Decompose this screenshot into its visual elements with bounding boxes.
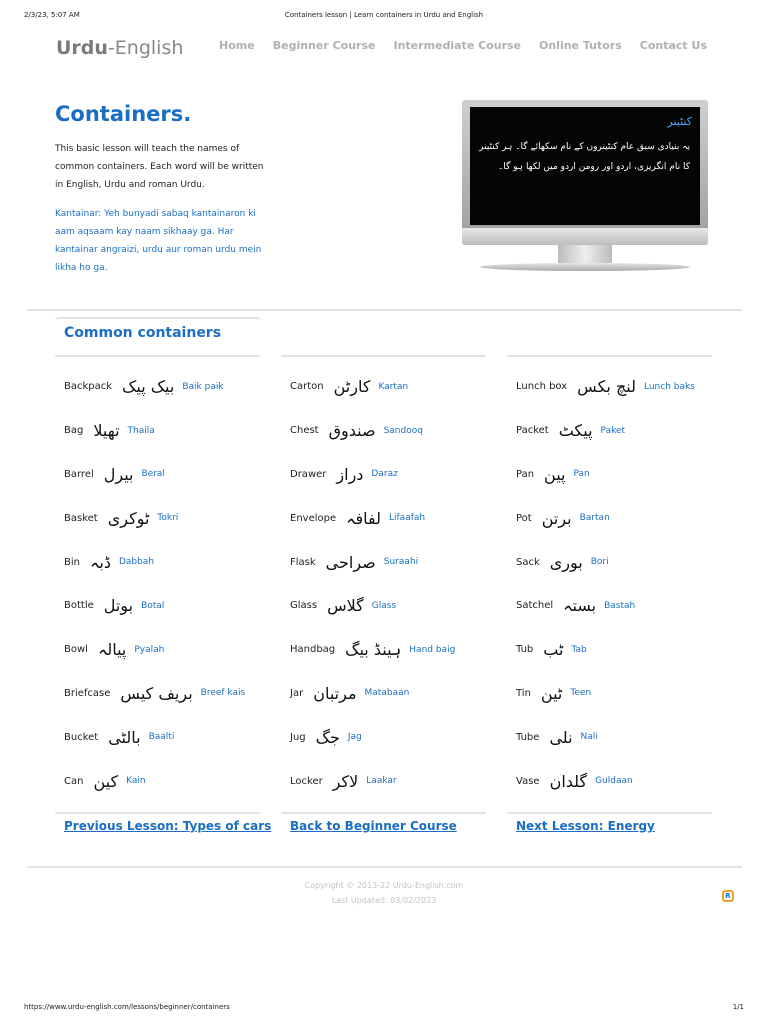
roman-urdu-word: Nali [580, 732, 598, 743]
english-word: Pot [516, 512, 532, 524]
roman-urdu-word: Pyalah [134, 644, 165, 655]
roman-urdu-word: Guldaan [595, 776, 633, 787]
urdu-word: مرتبان [313, 683, 357, 703]
urdu-word: پین [544, 464, 566, 484]
screen-title: کنٹینر [667, 115, 692, 128]
word-row [516, 365, 736, 409]
word-row [64, 584, 284, 628]
english-word: Drawer [290, 468, 327, 480]
word-row [64, 365, 284, 409]
english-word: Flask [290, 556, 316, 568]
word-column-1 [64, 365, 284, 803]
word-row [516, 759, 736, 803]
print-footer [0, 1003, 768, 1015]
roman-urdu-word: Daraz [371, 469, 398, 480]
urdu-word: پیالہ [97, 640, 127, 660]
word-row [64, 409, 284, 453]
roman-urdu-word: Dabbah [118, 557, 155, 568]
intro-text: This basic lesson will teach the names of common containers. Each word will be written in English, Urdu and roman Urdu. [55, 144, 264, 190]
word-row [290, 759, 510, 803]
column-top-border [507, 355, 712, 357]
roman-urdu-word: Matabaan [364, 688, 410, 699]
roman-urdu-word: Kain [126, 776, 146, 787]
urdu-word: برتن [541, 508, 572, 528]
roman-urdu-word: Botal [141, 600, 165, 611]
urdu-word: نلی [549, 727, 573, 747]
english-word: Sack [516, 556, 540, 568]
word-row [64, 628, 284, 672]
word-row [290, 628, 510, 672]
monitor-illustration [462, 100, 708, 275]
word-row [64, 672, 284, 716]
monitor-stand [558, 245, 612, 263]
english-word: Envelope [290, 512, 337, 524]
english-word: Can [64, 775, 84, 787]
english-word: Lunch box [516, 381, 568, 393]
english-word: Locker [290, 775, 323, 787]
english-word: Jar [290, 687, 304, 699]
word-row [290, 672, 510, 716]
word-row [516, 409, 736, 453]
column-bottom-border [281, 812, 486, 814]
word-row [516, 453, 736, 497]
roman-urdu-word: Lunch baks [643, 381, 695, 392]
urdu-word: بستہ [563, 596, 597, 616]
print-url: https://www.urdu-english.com/lessons/beginner/containers [24, 1003, 230, 1011]
column-bottom-border [507, 812, 712, 814]
roman-urdu-word: Sandooq [383, 425, 423, 436]
urdu-word: بوتل [103, 596, 134, 616]
divider [27, 866, 742, 868]
main-nav [219, 39, 707, 52]
urdu-word: دراز [336, 464, 364, 484]
word-row [290, 584, 510, 628]
english-word: Briefcase [64, 687, 111, 699]
page-title: Containers. [55, 102, 192, 126]
word-row [290, 496, 510, 540]
column-top-border [55, 355, 260, 357]
english-word: Glass [290, 600, 318, 612]
screen-text: یہ بنیادی سبق عام کنٹینروں کے نام سکھائے گا۔ ہر کنٹینر کا نام انگریزی، اردو اور رومن اردو میں لکھا ہو گا۔ [479, 142, 690, 172]
word-row [290, 540, 510, 584]
nav-home[interactable]: Home [219, 39, 255, 52]
urdu-word: ٹین [540, 683, 563, 703]
site-logo[interactable] [56, 37, 183, 59]
last-updated: Last Updated: 03/02/2023 [331, 896, 437, 905]
print-header [0, 11, 768, 23]
english-word: Carton [290, 381, 324, 393]
urdu-word: بریف کیس [120, 683, 193, 703]
next-lesson-link[interactable]: Next Lesson: Energy [516, 819, 655, 833]
english-word: Backpack [64, 381, 113, 393]
nav-intermediate-course[interactable]: Intermediate Course [393, 39, 521, 52]
urdu-word: ڈبہ [89, 552, 111, 572]
word-column-2 [290, 365, 510, 803]
urdu-word: لنچ بکس [577, 377, 636, 397]
roman-urdu-word: Beral [141, 469, 165, 480]
roman-urdu-word: Paket [600, 425, 626, 436]
english-word: Bin [64, 556, 80, 568]
divider [27, 309, 742, 311]
urdu-word: کارٹن [333, 377, 371, 397]
urdu-word: پیکٹ [558, 421, 593, 441]
roman-urdu-word: Pan [573, 469, 590, 480]
print-page-title: Containers lesson | Learn containers in Urdu and English [284, 11, 484, 19]
roman-urdu-word: Lifaafah [389, 513, 426, 524]
print-datetime: 2/3/23, 5:07 AM [24, 11, 80, 19]
roman-urdu-word: Bastah [604, 600, 636, 611]
word-row [516, 584, 736, 628]
copyright: Copyright © 2013-22 Urdu-English.com [304, 881, 464, 890]
english-word: Pan [516, 468, 535, 480]
english-word: Satchel [516, 600, 554, 612]
urdu-word: صراحی [325, 552, 376, 572]
english-word: Tub [516, 644, 534, 656]
urdu-word: ٹوکری [107, 508, 150, 528]
english-word: Basket [64, 512, 98, 524]
roman-urdu-word: Baik paik [182, 381, 224, 392]
monitor-chin [462, 228, 708, 245]
roman-urdu-word: Tab [571, 644, 587, 655]
column-top-border [281, 355, 486, 357]
roman-urdu-word: Hand baig [409, 644, 456, 655]
urdu-word: تھیلا [93, 421, 120, 441]
word-column-3 [516, 365, 736, 803]
urdu-word: کین [93, 771, 119, 791]
word-row [290, 453, 510, 497]
english-word: Barrel [64, 468, 94, 480]
english-word: Packet [516, 425, 549, 437]
urdu-word: بیرل [103, 464, 134, 484]
urdu-word: گلدان [549, 771, 588, 791]
roman-urdu-word: Tokri [157, 513, 179, 524]
print-page-number: 1/1 [732, 1003, 744, 1011]
urdu-word: بوری [549, 552, 583, 572]
monitor-base [480, 263, 690, 271]
word-row [290, 409, 510, 453]
back-to-course-link[interactable]: Back to Beginner Course [290, 819, 457, 833]
roman-urdu-word: Baalti [148, 732, 175, 743]
roman-urdu-word: Suraahi [383, 557, 419, 568]
roman-urdu-word: Glass [371, 600, 397, 611]
english-word: Bucket [64, 731, 99, 743]
nav-contact-us[interactable]: Contact Us [639, 39, 707, 52]
english-word: Bowl [64, 644, 88, 656]
english-word: Vase [516, 775, 540, 787]
column-bottom-border [55, 812, 260, 814]
roman-urdu-word: Breef kais [200, 688, 246, 699]
word-row [516, 628, 736, 672]
monitor-screen [470, 107, 700, 225]
english-word: Tin [516, 687, 531, 699]
word-row [64, 540, 284, 584]
word-row [516, 715, 736, 759]
nav-online-tutors[interactable]: Online Tutors [539, 39, 622, 52]
english-word: Bag [64, 425, 84, 437]
english-word: Tube [516, 731, 540, 743]
urdu-word: ہینڈ بیگ [345, 640, 402, 660]
urdu-word: لفافہ [346, 508, 381, 528]
roman-urdu-word: Bori [590, 557, 609, 568]
recaptcha-badge-icon[interactable]: R [722, 890, 734, 902]
urdu-word: جگ [315, 727, 340, 747]
english-word: Handbag [290, 644, 336, 656]
roman-urdu-word: Laakar [366, 776, 397, 787]
english-word: Bottle [64, 600, 94, 612]
roman-urdu-word: Thaila [127, 425, 155, 436]
roman-urdu-word: Teen [570, 688, 592, 699]
word-row [516, 672, 736, 716]
word-row [290, 365, 510, 409]
logo-bold: Urdu [56, 37, 108, 59]
word-row [516, 540, 736, 584]
urdu-word: گلاس [327, 596, 364, 616]
word-row [64, 453, 284, 497]
urdu-word: بالٹی [108, 727, 141, 747]
word-row [290, 715, 510, 759]
roman-urdu-word: Kartan [378, 381, 409, 392]
previous-lesson-link[interactable]: Previous Lesson: Types of cars [64, 819, 272, 833]
word-row [64, 496, 284, 540]
word-row [516, 496, 736, 540]
urdu-word: بیک پیک [122, 377, 175, 397]
word-row [64, 715, 284, 759]
section-title: Common containers [64, 325, 222, 341]
nav-beginner-course[interactable]: Beginner Course [272, 39, 376, 52]
roman-urdu-word: Jag [347, 732, 362, 743]
urdu-word: صندوق [328, 421, 376, 441]
roman-urdu-word: Bartan [579, 513, 610, 524]
urdu-word: لاکر [332, 771, 359, 791]
english-word: Chest [290, 425, 319, 437]
word-row [64, 759, 284, 803]
english-word: Jug [290, 731, 306, 743]
logo-rest: -English [107, 37, 184, 59]
urdu-word: ٹب [543, 640, 564, 660]
intro-roman-urdu: Kantainar: Yeh bunyadi sabaq kantainaron ki aam aqsaam kay naam sikhaay ga. Har kantainar angraizi, urdu aur roman urdu mein likha ho ga. [55, 209, 262, 273]
